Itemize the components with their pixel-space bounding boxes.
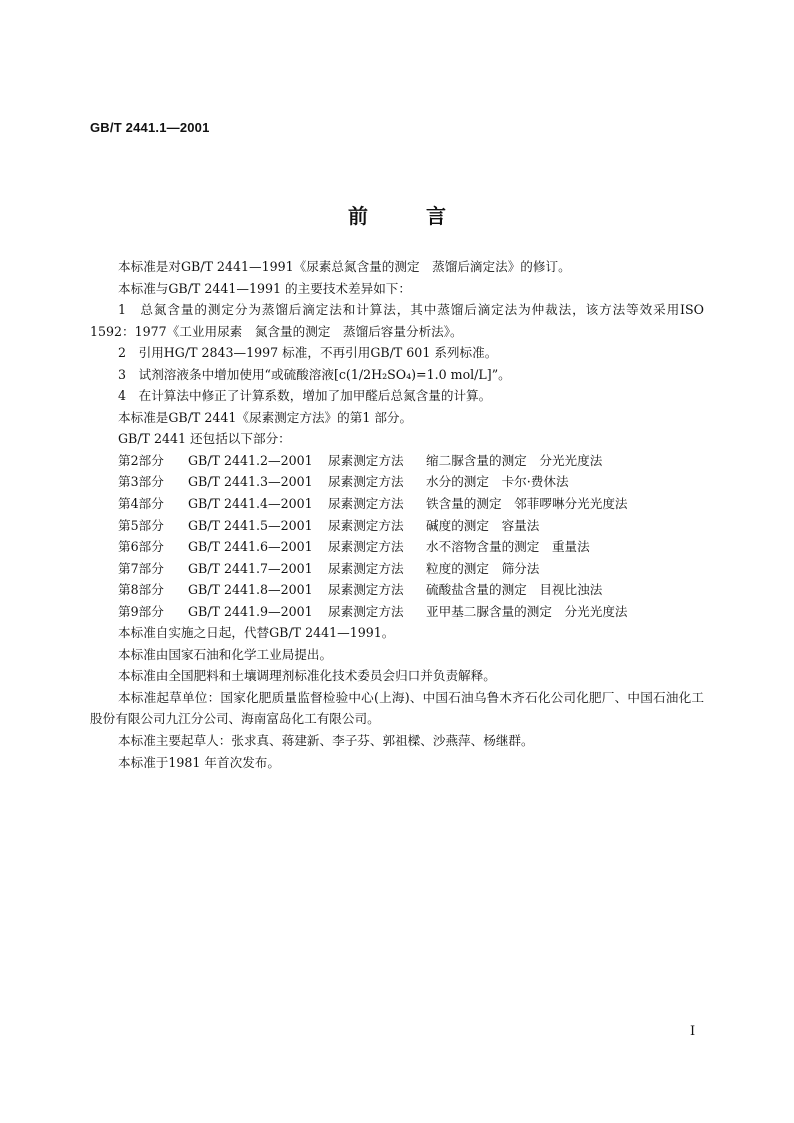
- part-code: GB/T 2441.5—2001: [188, 517, 313, 533]
- paragraph-proposed-by: 本标准由国家石油和化学工业局提出。: [118, 646, 333, 662]
- part-code: GB/T 2441.3—2001: [188, 474, 313, 490]
- part-row: [90, 579, 704, 601]
- part-series: 尿素测定方法: [328, 539, 404, 555]
- paragraph-differences-heading: 本标准与GB/T 2441—1991 的主要技术差异如下：: [118, 280, 411, 296]
- part-row: [90, 515, 704, 537]
- part-item: 铁含量的测定 邻菲啰啉分光光度法: [426, 496, 628, 512]
- difference-item-3: 3 试剂溶液条中增加使用“或硫酸溶液[c(1/2H₂SO₄)=1.0 mol/L]”。: [118, 366, 511, 382]
- paragraph-intro: 本标准是对GB/T 2441—1991《尿素总氮含量的测定 蒸馏后滴定法》的修订。: [118, 259, 571, 274]
- foreword-body: [90, 256, 704, 773]
- part-series: 尿素测定方法: [328, 603, 404, 619]
- paragraph-part-statement: 本标准是GB/T 2441《尿素测定方法》的第1 部分。: [118, 409, 413, 425]
- part-number: 第8部分: [118, 582, 164, 598]
- paragraph-drafters: 本标准主要起草人：张求真、蒋建新、李子芬、郭祖樑、沙燕萍、杨继群。: [118, 733, 534, 749]
- part-item: 水不溶物含量的测定 重量法: [426, 539, 590, 555]
- part-item: 硫酸盐含量的测定 目视比浊法: [426, 582, 603, 598]
- part-row: [90, 536, 704, 558]
- standard-code: GB/T 2441.1—2001: [90, 120, 210, 135]
- part-code: GB/T 2441.4—2001: [188, 496, 313, 512]
- part-code: GB/T 2441.2—2001: [188, 452, 313, 468]
- part-series: 尿素测定方法: [328, 560, 404, 576]
- part-item: 亚甲基二脲含量的测定 分光光度法: [426, 603, 628, 619]
- part-number: 第2部分: [118, 452, 164, 468]
- part-number: 第3部分: [118, 474, 164, 490]
- paragraph-parts-heading: GB/T 2441 还包括以下部分：: [118, 431, 291, 447]
- part-item: 碱度的测定 容量法: [426, 517, 540, 533]
- difference-item-1: 1 总氮含量的测定分为蒸馏后滴定法和计算法，其中蒸馏后滴定法为仲裁法，该方法等效采用ISO 1592：1977《工业用尿素 氮含量的测定 蒸馏后容量分析法》。: [90, 302, 704, 339]
- part-row: [90, 493, 704, 515]
- part-series: 尿素测定方法: [328, 474, 404, 490]
- part-item: 粒度的测定 筛分法: [426, 560, 540, 576]
- part-number: 第4部分: [118, 496, 164, 512]
- difference-item-2: 2 引用HG/T 2843—1997 标准，不再引用GB/T 601 系列标准。: [118, 345, 498, 361]
- part-number: 第9部分: [118, 603, 164, 619]
- part-code: GB/T 2441.6—2001: [188, 539, 313, 555]
- part-code: GB/T 2441.7—2001: [188, 560, 313, 576]
- part-row: [90, 558, 704, 580]
- part-code: GB/T 2441.8—2001: [188, 582, 313, 598]
- page-title: 前言: [348, 204, 504, 228]
- paragraph-drafting-units: 本标准起草单位：国家化肥质量监督检验中心(上海)、中国石油乌鲁木齐石化公司化肥厂、中国石油化工股份有限公司九江分公司、海南富岛化工有限公司。: [90, 689, 704, 727]
- page-number: I: [690, 1024, 696, 1039]
- part-item: 缩二脲含量的测定 分光光度法: [426, 452, 603, 468]
- part-number: 第5部分: [118, 517, 164, 533]
- parts-list: [90, 450, 704, 622]
- part-series: 尿素测定方法: [328, 496, 404, 512]
- part-row: [90, 601, 704, 623]
- part-number: 第6部分: [118, 539, 164, 555]
- part-series: 尿素测定方法: [328, 517, 404, 533]
- difference-item-4: 4 在计算法中修正了计算系数，增加了加甲醛后总氮含量的计算。: [118, 388, 492, 404]
- part-number: 第7部分: [118, 560, 164, 576]
- part-series: 尿素测定方法: [328, 452, 404, 468]
- part-code: GB/T 2441.9—2001: [188, 603, 313, 619]
- part-row: [90, 471, 704, 493]
- paragraph-replaces: 本标准自实施之日起，代替GB/T 2441—1991。: [118, 625, 395, 641]
- part-series: 尿素测定方法: [328, 582, 404, 598]
- paragraph-first-published: 本标准于1981 年首次发布。: [118, 754, 280, 770]
- paragraph-responsible: 本标准由全国肥料和土壤调理剂标准化技术委员会归口并负责解释。: [118, 668, 496, 684]
- part-item: 水分的测定 卡尔·费休法: [426, 474, 569, 490]
- part-row: [90, 450, 704, 472]
